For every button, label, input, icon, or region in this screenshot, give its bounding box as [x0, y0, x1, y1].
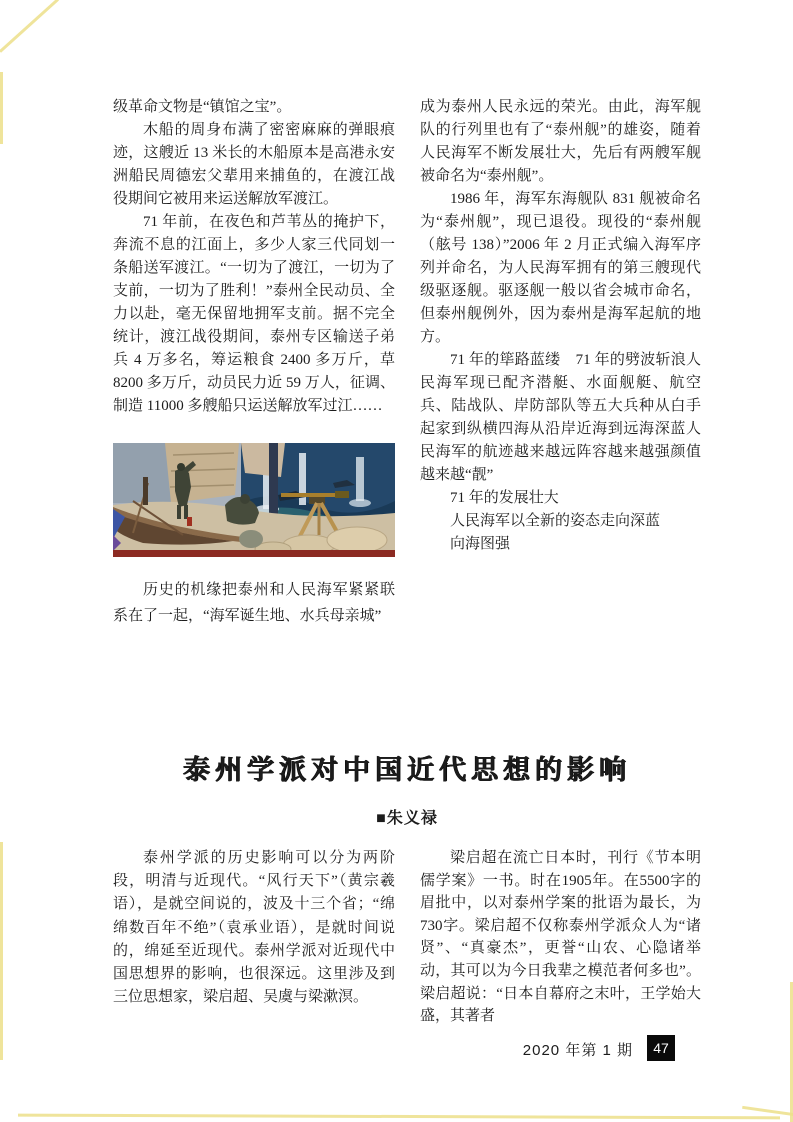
museum-diorama-photo — [113, 443, 395, 557]
article1-verse-line1: 71 年的发展壮大 — [450, 490, 559, 506]
article2-author: ■朱义禄 — [376, 810, 438, 827]
article1-left-column — [113, 96, 395, 418]
scan-edge-artifact-bottom — [18, 1114, 780, 1120]
article2-right-column — [420, 847, 701, 1028]
article1-right-para3: 71 年的筚路蓝缕 71 年的劈波斩浪人民海军现已配齐潜艇、水面舰艇、航空兵、陆战队、岸防部队等五大兵种从白手起家到纵横四海从沿岸近海到远海深蓝人民海军的航迹越来越远阵容越来越强颜值越来越“靓” — [420, 352, 701, 483]
article2-right-para: 梁启超在流亡日本时，刊行《节本明儒学案》一书。时在1905年。在5500字的眉批中，以对泰州学案的批语为最长，为730字。梁启超不仅称泰州学派众人为“诸贤”、“真豪杰”，更誉“山农、心隐诸举动，其可以为今日我辈之模范者何多也”。梁启超说：“日本自幕府之末叶，王学始大盛，其著者 — [420, 850, 701, 1025]
article1-right-column — [420, 96, 701, 556]
article1-left-para2: 71 年前，在夜色和芦苇丛的掩护下，奔流不息的江面上，多少人家三代同划一条船送军渡江。“一切为了渡江，一切为了支前，一切为了胜利！”泰州全民动员、全力以赴，毫无保留地拥军支前。据不完全统计，渡江战役期间，泰州专区输送子弟兵 4 万多名，筹运粮食 2400 多万斤，草 8200 多万斤，动员民力近 59 万人，征调、制造 11000 多艘船只运送解放军过江…… — [113, 214, 395, 414]
article2-left-column — [113, 847, 395, 1009]
article2-header — [113, 748, 701, 828]
scan-edge-artifact-left-upper — [0, 72, 3, 144]
footer-page-number-box — [647, 1035, 675, 1061]
article1-left-para-continuation: 级革命文物是“镇馆之宝”。 — [113, 99, 292, 115]
article1-left-para1: 木船的周身布满了密密麻麻的弹眼痕迹，这艘近 13 米长的木船原本是高港永安洲船民周德宏父辈用来捕鱼的，在渡江战役期间它被用来运送解放军渡江。 — [113, 122, 395, 207]
scan-edge-artifact-top-left — [0, 0, 59, 53]
article1-right-para-continuation: 成为泰州人民永远的荣光。由此，海军舰队的行列里也有了“泰州舰”的雄姿，随着人民海军不断发展壮大，先后有两艘军舰被命名为“泰州舰”。 — [420, 99, 701, 184]
article1-verse-line2: 人民海军以全新的姿态走向深蓝 — [450, 513, 661, 529]
scan-edge-artifact-left-lower — [0, 842, 3, 1060]
article2-left-para: 泰州学派的历史影响可以分为两阶段，明清与近现代。“风行天下”（黄宗羲语），是就空间说的，波及十三个省；“绵绵数百年不绝”（袁承业语），是就时间说的，绵延至近现代。泰州学派对近现代中国思想界的影响，也很深远。这里涉及到三位思想家，梁启超、吴虞与梁漱溟。 — [113, 850, 395, 1006]
article1-right-para2: 1986 年，海军东海舰队 831 舰被命名为“泰州舰”，现已退役。现役的“泰州舰（舷号 138）”2006 年 2 月正式编入海军序列并命名，为人民海军拥有的第三艘现代级驱逐舰。驱逐舰一般以省会城市命名，但泰州舰例外，因为泰州是海军起航的地方。 — [420, 191, 701, 345]
article1-photo-caption-block — [113, 562, 395, 644]
photo-caption: 历史的机缘把泰州和人民海军紧紧联系在了一起，“海军诞生地、水兵母亲城” — [113, 582, 395, 624]
article2-title: 泰州学派对中国近代思想的影响 — [183, 755, 631, 785]
footer-page-number: 47 — [653, 1040, 669, 1056]
footer-issue-label: 2020 年第 1 期 — [522, 1042, 633, 1059]
article1-verse-line3: 向海图强 — [450, 536, 511, 552]
